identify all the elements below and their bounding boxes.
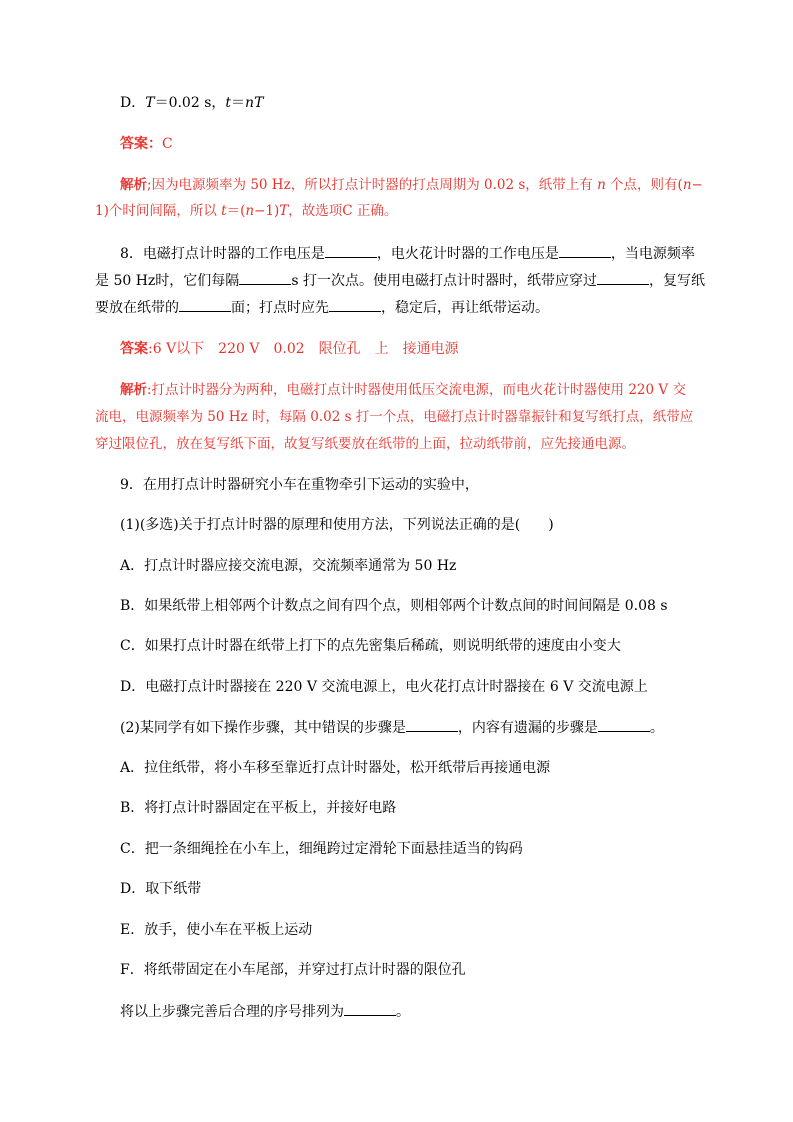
q9-step-d: D．取下纸带 — [120, 881, 202, 897]
question-9-part2: (2)某同学有如下操作步骤，其中错误的步骤是 ，内容有遗漏的步骤是 。 — [120, 717, 664, 738]
question-9-part1: (1)(多选)关于打点计时器的原理和使用方法，下列说法正确的是( ) — [120, 517, 554, 533]
analysis-8-line2: 流电，电源频率为 50 Hz 时，每隔 0.02 s 打一个点，电磁打点计时器靠振针和复写纸打点，纸带应 — [95, 409, 694, 425]
answer-8: 答案:6 V以下 220 V 0.02 限位孔 上 接通电源 — [120, 341, 459, 357]
analysis-8-line3: 穿过限位孔，放在复写纸下面，故复写纸要放在纸带的上面，拉动纸带前，应先接通电源。 — [95, 436, 635, 452]
question-9-stem: 9．在用打点计时器研究小车在重物牵引下运动的实验中， — [120, 477, 479, 493]
q9-step-a: A．拉住纸带，将小车移至靠近打点计时器处，松开纸带后再接通电源 — [120, 760, 551, 776]
prev-option-d: D．T＝0.02 s，t＝nT — [120, 95, 264, 111]
question-9-final: 将以上步骤完善后合理的序号排列为 。 — [120, 1001, 410, 1022]
question-8-line1: 8．电磁打点计时器的工作电压是 ，电火花计时器的工作电压是 ，当电源频率 — [120, 243, 695, 264]
question-8-line2: 是 50 Hz时，它们每隔 s 打一次点。使用电磁打点计时器时，纸带应穿过 ，复写纸 — [95, 270, 705, 291]
analysis-7-line2: 1)个时间间隔，所以 t＝(n−1)T，故选项C 正确。 — [95, 203, 398, 219]
q9-step-b: B．将打点计时器固定在平板上，并接好电路 — [120, 800, 397, 816]
blank — [179, 297, 231, 312]
blank — [239, 270, 291, 285]
q9-option-c: C．如果打点计时器在纸带上打下的点先密集后稀疏，则说明纸带的速度由小变大 — [120, 638, 621, 654]
q9-step-c: C．把一条细绳拴在小车上，细绳跨过定滑轮下面悬挂适当的钩码 — [120, 841, 523, 857]
q9-step-f: F．将纸带固定在小车尾部，并穿过打点计时器的限位孔 — [120, 962, 466, 978]
q9-option-b: B．如果纸带上相邻两个计数点之间有四个点，则相邻两个计数点间的时间间隔是 0.08 s — [120, 598, 668, 614]
answer-7: 答案：C — [120, 136, 173, 152]
blank — [598, 717, 650, 732]
q9-option-d: D．电磁打点计时器接在 220 V 交流电源上，电火花打点计时器接在 6 V 交流电源上 — [120, 679, 648, 695]
analysis-8-line1: 解析:打点计时器分为两种，电磁打点计时器使用低压交流电源，而电火花计时器使用 220 V 交 — [120, 382, 686, 398]
blank — [325, 243, 377, 258]
analysis-7-line1: 解析;因为电源频率为 50 Hz，所以打点计时器的打点周期为 0.02 s，纸带上有 n 个点，则有(n− — [120, 177, 703, 193]
blank — [597, 270, 649, 285]
blank — [406, 717, 458, 732]
blank — [559, 243, 611, 258]
blank — [329, 297, 381, 312]
blank — [344, 1001, 396, 1016]
q9-step-e: E．放手，使小车在平板上运动 — [120, 922, 313, 938]
q9-option-a: A．打点计时器应接交流电源，交流频率通常为 50 Hz — [120, 558, 457, 574]
question-8-line3: 要放在纸带的 面；打点时应先 ，稳定后，再让纸带运动。 — [95, 297, 549, 318]
